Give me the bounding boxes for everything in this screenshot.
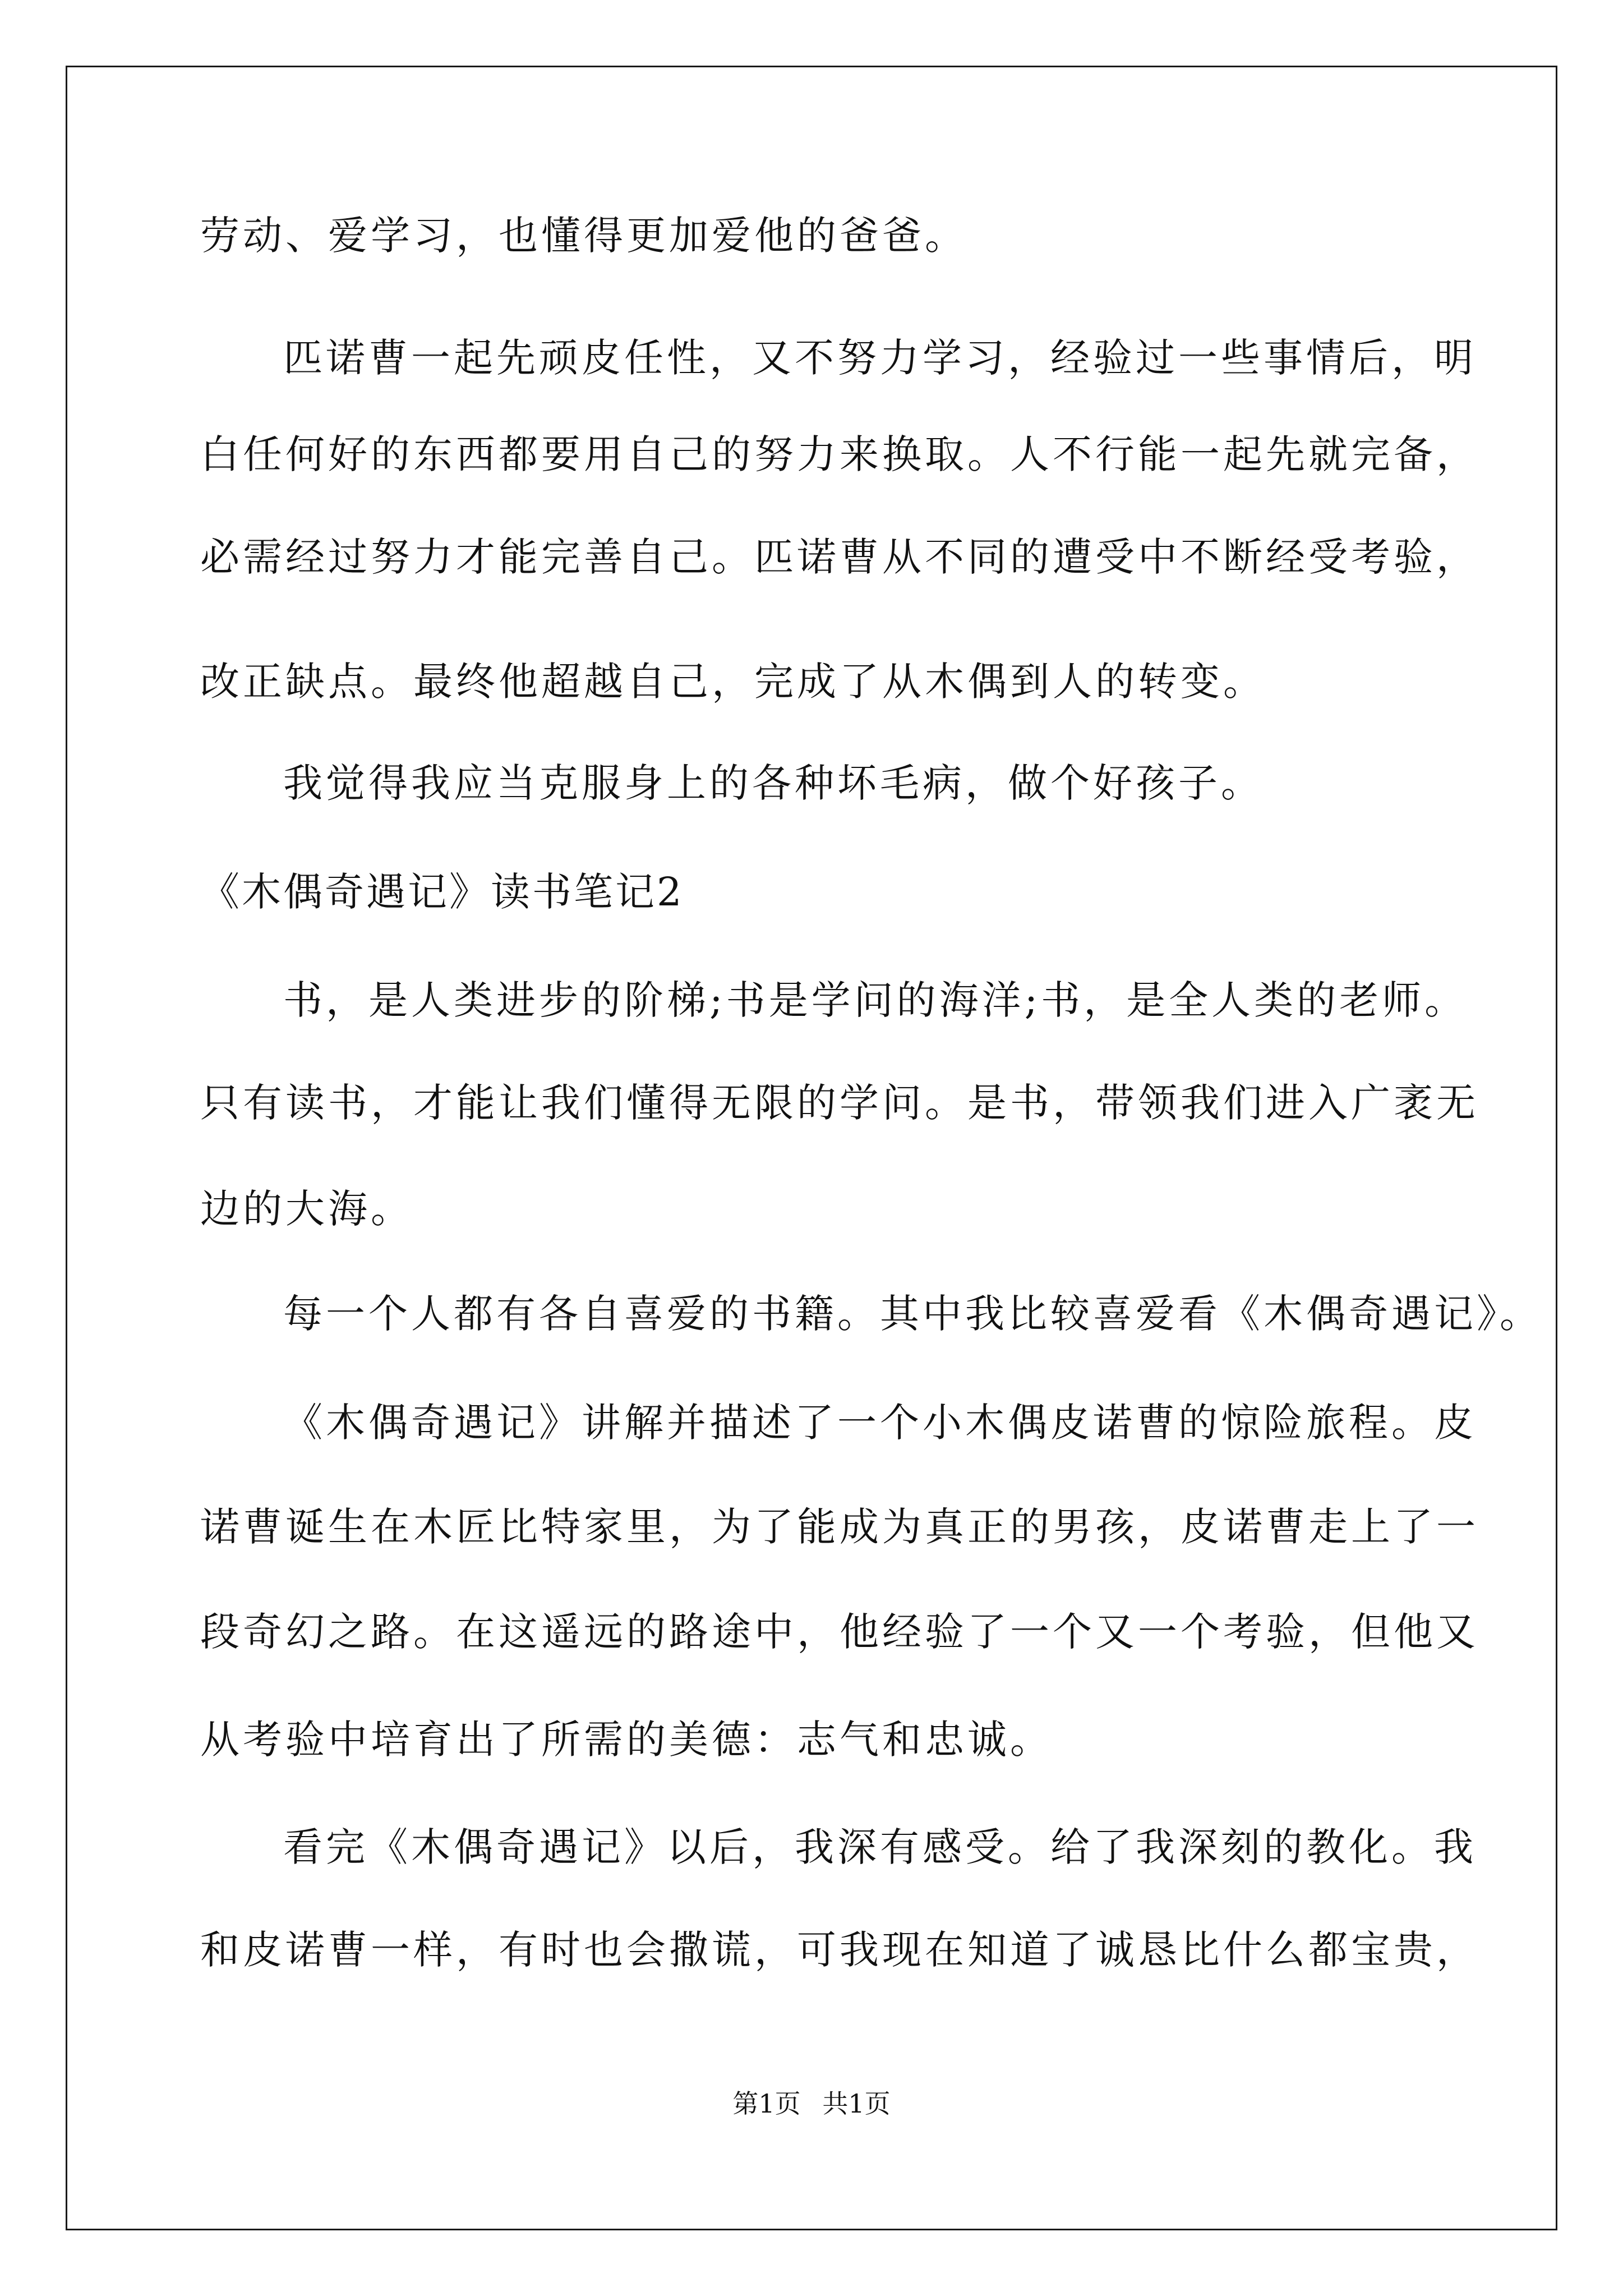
paragraph-line: 我觉得我应当克服身上的各种坏毛病，做个好孩子。 <box>283 760 1264 806</box>
paragraph-line: 段奇幻之路。在这遥远的路途中，他经验了一个又一个考验，但他又 <box>200 1609 1479 1655</box>
paragraph-line: 匹诺曹一起先顽皮任性，又不努力学习，经验过一些事情后，明 <box>283 335 1477 381</box>
section-heading: 《木偶奇遇记》读书笔记2 <box>200 869 684 915</box>
paragraph-line: 诺曹诞生在木匠比特家里，为了能成为真正的男孩，皮诺曹走上了一 <box>200 1504 1479 1550</box>
paragraph-line: 只有读书，才能让我们懂得无限的学问。是书，带领我们进入广袤无 <box>200 1080 1479 1126</box>
page-number-current: 第1页 <box>732 2088 801 2119</box>
page-footer <box>0 2087 1623 2120</box>
paragraph-line: 边的大海。 <box>200 1186 413 1232</box>
paragraph-line: 从考验中培育出了所需的美德：志气和忠诚。 <box>200 1717 1053 1763</box>
page-number-total: 共1页 <box>822 2088 891 2119</box>
paragraph-line: 必需经过努力才能完善自己。匹诺曹从不同的遭受中不断经受考验， <box>200 534 1479 580</box>
paragraph-line: 劳动、爱学习，也懂得更加爱他的爸爸。 <box>200 213 967 259</box>
paragraph-line: 书，是人类进步的阶梯;书是学问的海洋;书，是全人类的老师。 <box>283 977 1468 1023</box>
paragraph-line: 和皮诺曹一样，有时也会撒谎，可我现在知道了诚恳比什么都宝贵， <box>200 1927 1479 1973</box>
page-border <box>66 66 1557 2230</box>
paragraph-line: 看完《木偶奇遇记》以后，我深有感受。给了我深刻的教化。我 <box>283 1824 1477 1870</box>
paragraph-line: 改正缺点。最终他超越自己，完成了从木偶到人的转变。 <box>200 659 1266 705</box>
paragraph-line: 每一个人都有各自喜爱的书籍。其中我比较喜爱看《木偶奇遇记》。 <box>283 1291 1542 1337</box>
paragraph-line: 白任何好的东西都要用自己的努力来换取。人不行能一起先就完备， <box>200 431 1479 477</box>
paragraph-line: 《木偶奇遇记》讲解并描述了一个小木偶皮诺曹的惊险旅程。皮 <box>283 1400 1477 1446</box>
